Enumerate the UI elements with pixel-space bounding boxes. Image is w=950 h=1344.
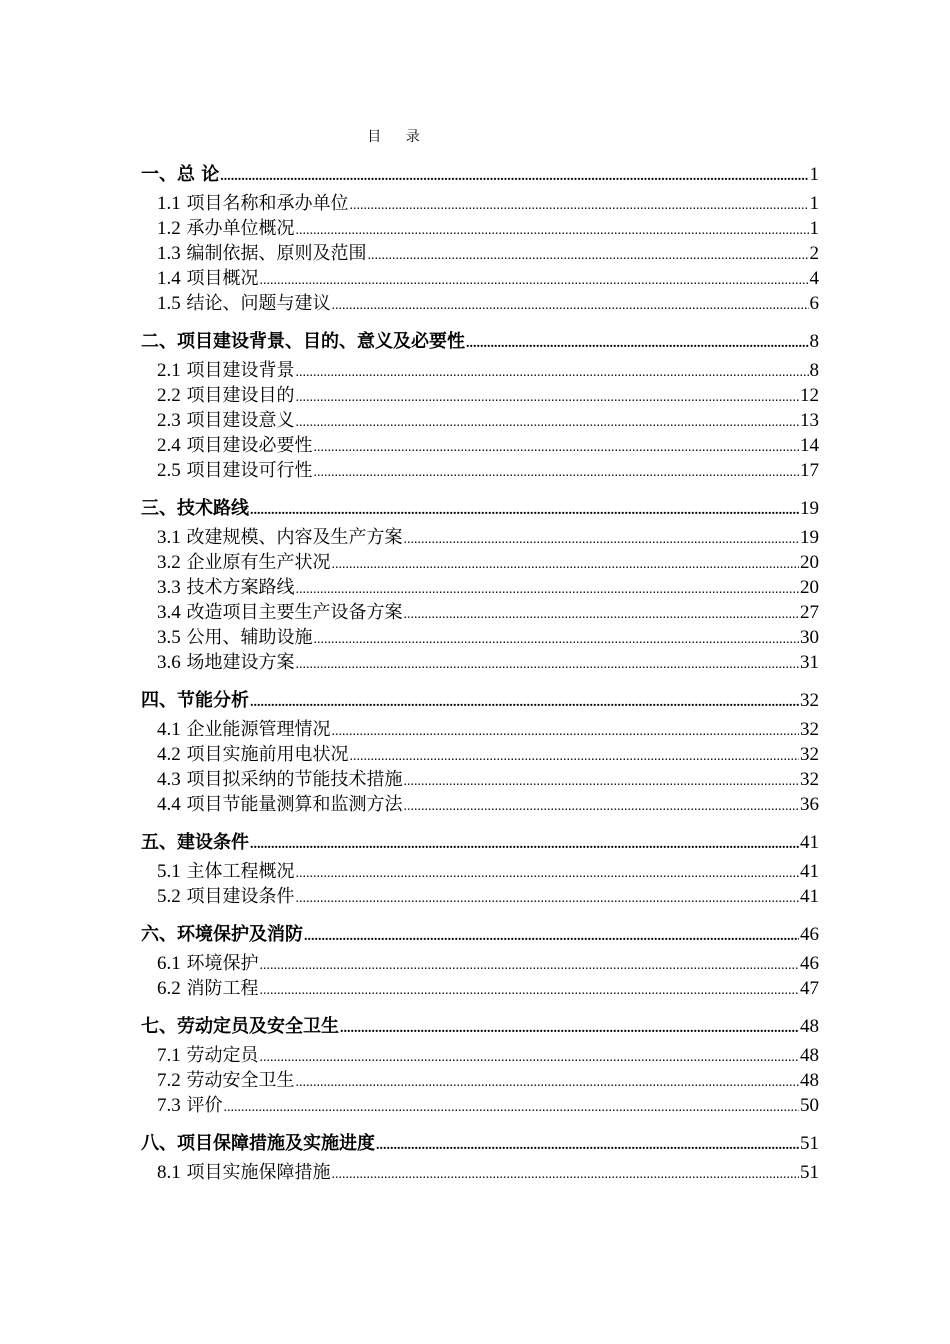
toc-subsection-text: 项目实施前用电状况 <box>186 744 349 765</box>
toc-subsection-label <box>157 884 294 909</box>
toc-subsection-number: 3.6 <box>157 652 181 673</box>
toc-section <box>141 684 819 817</box>
toc-subsection-number: 4.2 <box>157 744 181 765</box>
toc-subsection-text: 项目实施保障措施 <box>186 1162 331 1183</box>
toc-subsection-entry[interactable] <box>141 650 819 675</box>
dot-leader <box>295 360 808 385</box>
toc-subsection-entry[interactable] <box>141 408 819 433</box>
toc-chapter-title: 五、建设条件 <box>141 832 249 853</box>
toc-subsection-entry[interactable] <box>141 358 819 383</box>
toc-subsection-text: 消防工程 <box>186 978 259 999</box>
toc-subsection-entry[interactable] <box>141 792 819 817</box>
table-of-contents <box>141 158 819 1194</box>
toc-chapter-entry[interactable] <box>141 1127 819 1160</box>
toc-chapter-entry[interactable] <box>141 1010 819 1043</box>
toc-subsection-text: 项目概况 <box>186 268 259 289</box>
toc-subsection-number: 1.4 <box>157 268 181 289</box>
toc-page-number: 51 <box>800 1133 819 1154</box>
toc-subsection-label <box>157 408 294 433</box>
toc-subsection-entry[interactable] <box>141 216 819 241</box>
toc-subsection-text: 项目拟采纳的节能技术措施 <box>186 769 403 790</box>
dot-leader <box>250 494 799 527</box>
toc-subsection-number: 8.1 <box>157 1162 181 1183</box>
toc-subsection-number: 5.1 <box>157 861 181 882</box>
toc-subsection-text: 承办单位概况 <box>186 218 295 239</box>
toc-page-number: 1 <box>809 164 819 185</box>
toc-subsection-number: 6.1 <box>157 953 181 974</box>
toc-page-number: 46 <box>800 953 819 974</box>
dot-leader <box>466 327 809 360</box>
toc-page-number: 32 <box>800 744 819 765</box>
toc-page-number: 48 <box>800 1045 819 1066</box>
toc-subsection-text: 项目建设目的 <box>186 385 295 406</box>
toc-subsection-label <box>157 266 258 291</box>
toc-page-number: 1 <box>809 193 819 214</box>
toc-subsection-text: 项目建设背景 <box>186 360 295 381</box>
toc-chapter-title: 一、总 论 <box>141 164 220 185</box>
toc-subsection-entry[interactable] <box>141 1093 819 1118</box>
toc-subsection-text: 劳动定员 <box>186 1045 259 1066</box>
dot-leader <box>376 1129 799 1162</box>
toc-subsection-number: 3.3 <box>157 577 181 598</box>
toc-chapter-entry[interactable] <box>141 492 819 525</box>
toc-subsection-number: 2.1 <box>157 360 181 381</box>
toc-page-number: 48 <box>800 1070 819 1091</box>
toc-subsection-label <box>157 1043 258 1068</box>
toc-chapter-entry[interactable] <box>141 826 819 859</box>
toc-subsection-text: 企业原有生产状况 <box>186 552 331 573</box>
toc-page-number: 36 <box>800 794 819 815</box>
toc-subsection-label <box>157 291 330 316</box>
toc-chapter-entry[interactable] <box>141 158 819 191</box>
dot-leader <box>349 193 808 218</box>
dot-leader <box>295 1070 799 1095</box>
toc-page-number: 48 <box>800 1016 819 1037</box>
toc-page-number: 17 <box>800 460 819 481</box>
toc-page-number: 31 <box>800 652 819 673</box>
toc-subsection-number: 2.2 <box>157 385 181 406</box>
toc-subsection-label <box>157 1093 222 1118</box>
toc-page-number: 1 <box>809 218 819 239</box>
toc-subsection-label <box>157 976 258 1001</box>
dot-leader <box>250 686 799 719</box>
dot-leader <box>403 794 799 819</box>
toc-subsection-text: 结论、问题与建议 <box>186 293 331 314</box>
toc-subsection-entry[interactable] <box>141 951 819 976</box>
toc-subsection-number: 1.1 <box>157 193 181 214</box>
toc-subsection-text: 改建规模、内容及生产方案 <box>186 527 403 548</box>
toc-subsection-label <box>157 600 402 625</box>
toc-subsection-label <box>157 383 294 408</box>
dot-leader <box>403 602 799 627</box>
toc-section <box>141 1127 819 1185</box>
toc-subsection-label <box>157 525 402 550</box>
toc-subsection-label <box>157 216 294 241</box>
toc-subsection-entry[interactable] <box>141 600 819 625</box>
toc-page-number: 27 <box>800 602 819 623</box>
toc-subsection-number: 4.4 <box>157 794 181 815</box>
toc-subsection-entry[interactable] <box>141 458 819 483</box>
toc-subsection-number: 3.5 <box>157 627 181 648</box>
toc-subsection-number: 6.2 <box>157 978 181 999</box>
toc-chapter-title: 三、技术路线 <box>141 498 249 519</box>
toc-page-number: 8 <box>809 360 819 381</box>
dot-leader <box>340 1012 799 1045</box>
toc-subsection-label <box>157 550 330 575</box>
toc-page-number: 32 <box>800 690 819 711</box>
toc-subsection-number: 3.4 <box>157 602 181 623</box>
toc-page-number: 6 <box>809 293 819 314</box>
toc-subsection-text: 项目建设条件 <box>186 886 295 907</box>
dot-leader <box>403 527 799 552</box>
toc-page-number: 19 <box>800 498 819 519</box>
toc-subsection-entry[interactable] <box>141 859 819 884</box>
toc-subsection-label <box>157 1160 330 1185</box>
toc-subsection-text: 项目建设可行性 <box>186 460 313 481</box>
dot-leader <box>331 552 799 577</box>
toc-subsection-text: 劳动安全卫生 <box>186 1070 295 1091</box>
toc-page-number: 14 <box>800 435 819 456</box>
toc-subsection-text: 企业能源管理情况 <box>186 719 331 740</box>
toc-subsection-text: 公用、辅助设施 <box>186 627 313 648</box>
dot-leader <box>331 1162 799 1187</box>
toc-subsection-label <box>157 951 258 976</box>
toc-subsection-entry[interactable] <box>141 717 819 742</box>
toc-section <box>141 826 819 909</box>
toc-section <box>141 158 819 316</box>
toc-subsection-number: 1.5 <box>157 293 181 314</box>
dot-leader <box>259 953 799 978</box>
dot-leader <box>313 435 799 460</box>
toc-subsection-entry[interactable] <box>141 575 819 600</box>
dot-leader <box>313 460 799 485</box>
toc-subsection-entry[interactable] <box>141 266 819 291</box>
toc-page-number: 51 <box>800 1162 819 1183</box>
toc-chapter-title: 六、环境保护及消防 <box>141 924 303 945</box>
toc-subsection-number: 5.2 <box>157 886 181 907</box>
toc-section <box>141 1010 819 1118</box>
toc-subsection-text: 主体工程概况 <box>186 861 295 882</box>
toc-page-number: 47 <box>800 978 819 999</box>
toc-page-number: 20 <box>800 552 819 573</box>
toc-subsection-text: 评价 <box>186 1095 223 1116</box>
toc-subsection-number: 3.1 <box>157 527 181 548</box>
toc-page-number: 12 <box>800 385 819 406</box>
toc-subsection-number: 4.1 <box>157 719 181 740</box>
toc-subsection-number: 7.1 <box>157 1045 181 1066</box>
dot-leader <box>259 1045 799 1070</box>
toc-subsection-text: 改造项目主要生产设备方案 <box>186 602 403 623</box>
dot-leader <box>250 828 799 861</box>
toc-subsection-number: 7.2 <box>157 1070 181 1091</box>
toc-chapter-title: 四、节能分析 <box>141 690 249 711</box>
toc-section <box>141 918 819 1001</box>
dot-leader <box>403 769 799 794</box>
toc-subsection-label <box>157 358 294 383</box>
toc-page-number: 32 <box>800 769 819 790</box>
toc-subsection-text: 编制依据、原则及范围 <box>186 243 367 264</box>
dot-leader <box>223 1095 799 1120</box>
toc-subsection-entry[interactable] <box>141 742 819 767</box>
toc-chapter-entry[interactable] <box>141 684 819 717</box>
toc-subsection-entry[interactable] <box>141 1160 819 1185</box>
toc-section <box>141 325 819 483</box>
toc-subsection-label <box>157 650 294 675</box>
toc-page-number: 41 <box>800 832 819 853</box>
toc-page-number: 32 <box>800 719 819 740</box>
toc-subsection-text: 环境保护 <box>186 953 259 974</box>
toc-page-number: 41 <box>800 861 819 882</box>
toc-subsection-text: 项目建设必要性 <box>186 435 313 456</box>
toc-chapter-entry[interactable] <box>141 325 819 358</box>
toc-subsection-label <box>157 458 312 483</box>
toc-page-number: 13 <box>800 410 819 431</box>
toc-subsection-label <box>157 742 348 767</box>
dot-leader <box>220 160 808 193</box>
toc-subsection-label <box>157 241 366 266</box>
toc-subsection-label <box>157 191 348 216</box>
toc-page-number: 8 <box>809 331 819 352</box>
toc-subsection-label <box>157 575 294 600</box>
dot-leader <box>295 861 799 886</box>
toc-section <box>141 492 819 675</box>
toc-subsection-number: 3.2 <box>157 552 181 573</box>
dot-leader <box>295 218 808 243</box>
toc-subsection-label <box>157 792 402 817</box>
dot-leader <box>295 886 799 911</box>
toc-page-number: 30 <box>800 627 819 648</box>
toc-subsection-entry[interactable] <box>141 383 819 408</box>
dot-leader <box>331 719 799 744</box>
dot-leader <box>304 920 799 953</box>
toc-subsection-entry[interactable] <box>141 1068 819 1093</box>
toc-subsection-number: 2.3 <box>157 410 181 431</box>
toc-subsection-number: 7.3 <box>157 1095 181 1116</box>
toc-subsection-number: 1.2 <box>157 218 181 239</box>
dot-leader <box>295 577 799 602</box>
toc-chapter-title: 八、项目保障措施及实施进度 <box>141 1133 375 1154</box>
dot-leader <box>295 652 799 677</box>
toc-subsection-entry[interactable] <box>141 191 819 216</box>
toc-subsection-number: 4.3 <box>157 769 181 790</box>
toc-subsection-label <box>157 767 402 792</box>
dot-leader <box>295 385 799 410</box>
toc-subsection-entry[interactable] <box>141 241 819 266</box>
dot-leader <box>295 410 799 435</box>
dot-leader <box>331 293 808 318</box>
toc-subsection-label <box>157 859 294 884</box>
toc-subsection-entry[interactable] <box>141 884 819 909</box>
toc-subsection-label <box>157 717 330 742</box>
toc-subsection-text: 场地建设方案 <box>186 652 295 673</box>
toc-subsection-number: 2.4 <box>157 435 181 456</box>
toc-subsection-label <box>157 1068 294 1093</box>
toc-chapter-entry[interactable] <box>141 918 819 951</box>
dot-leader <box>259 268 808 293</box>
toc-chapter-title: 二、项目建设背景、目的、意义及必要性 <box>141 331 465 352</box>
toc-subsection-entry[interactable] <box>141 976 819 1001</box>
toc-subsection-text: 项目名称和承办单位 <box>186 193 349 214</box>
toc-page-number: 4 <box>809 268 819 289</box>
toc-page-number: 41 <box>800 886 819 907</box>
dot-leader <box>259 978 799 1003</box>
dot-leader <box>313 627 799 652</box>
toc-chapter-title: 七、劳动定员及安全卫生 <box>141 1016 339 1037</box>
toc-subsection-entry[interactable] <box>141 550 819 575</box>
toc-subsection-entry[interactable] <box>141 525 819 550</box>
toc-subsection-number: 1.3 <box>157 243 181 264</box>
toc-subsection-entry[interactable] <box>141 767 819 792</box>
dot-leader <box>349 744 799 769</box>
dot-leader <box>367 243 808 268</box>
toc-page-number: 50 <box>800 1095 819 1116</box>
toc-subsection-text: 项目建设意义 <box>186 410 295 431</box>
toc-page-number: 20 <box>800 577 819 598</box>
toc-title: 目 录 <box>367 129 430 145</box>
toc-subsection-entry[interactable] <box>141 433 819 458</box>
toc-subsection-entry[interactable] <box>141 291 819 316</box>
toc-subsection-entry[interactable] <box>141 625 819 650</box>
toc-subsection-number: 2.5 <box>157 460 181 481</box>
toc-subsection-label <box>157 625 312 650</box>
toc-page-number: 19 <box>800 527 819 548</box>
toc-subsection-text: 技术方案路线 <box>186 577 295 598</box>
toc-subsection-text: 项目节能量测算和监测方法 <box>186 794 403 815</box>
toc-page-number: 46 <box>800 924 819 945</box>
toc-subsection-entry[interactable] <box>141 1043 819 1068</box>
toc-page-number: 2 <box>809 243 819 264</box>
toc-subsection-label <box>157 433 312 458</box>
